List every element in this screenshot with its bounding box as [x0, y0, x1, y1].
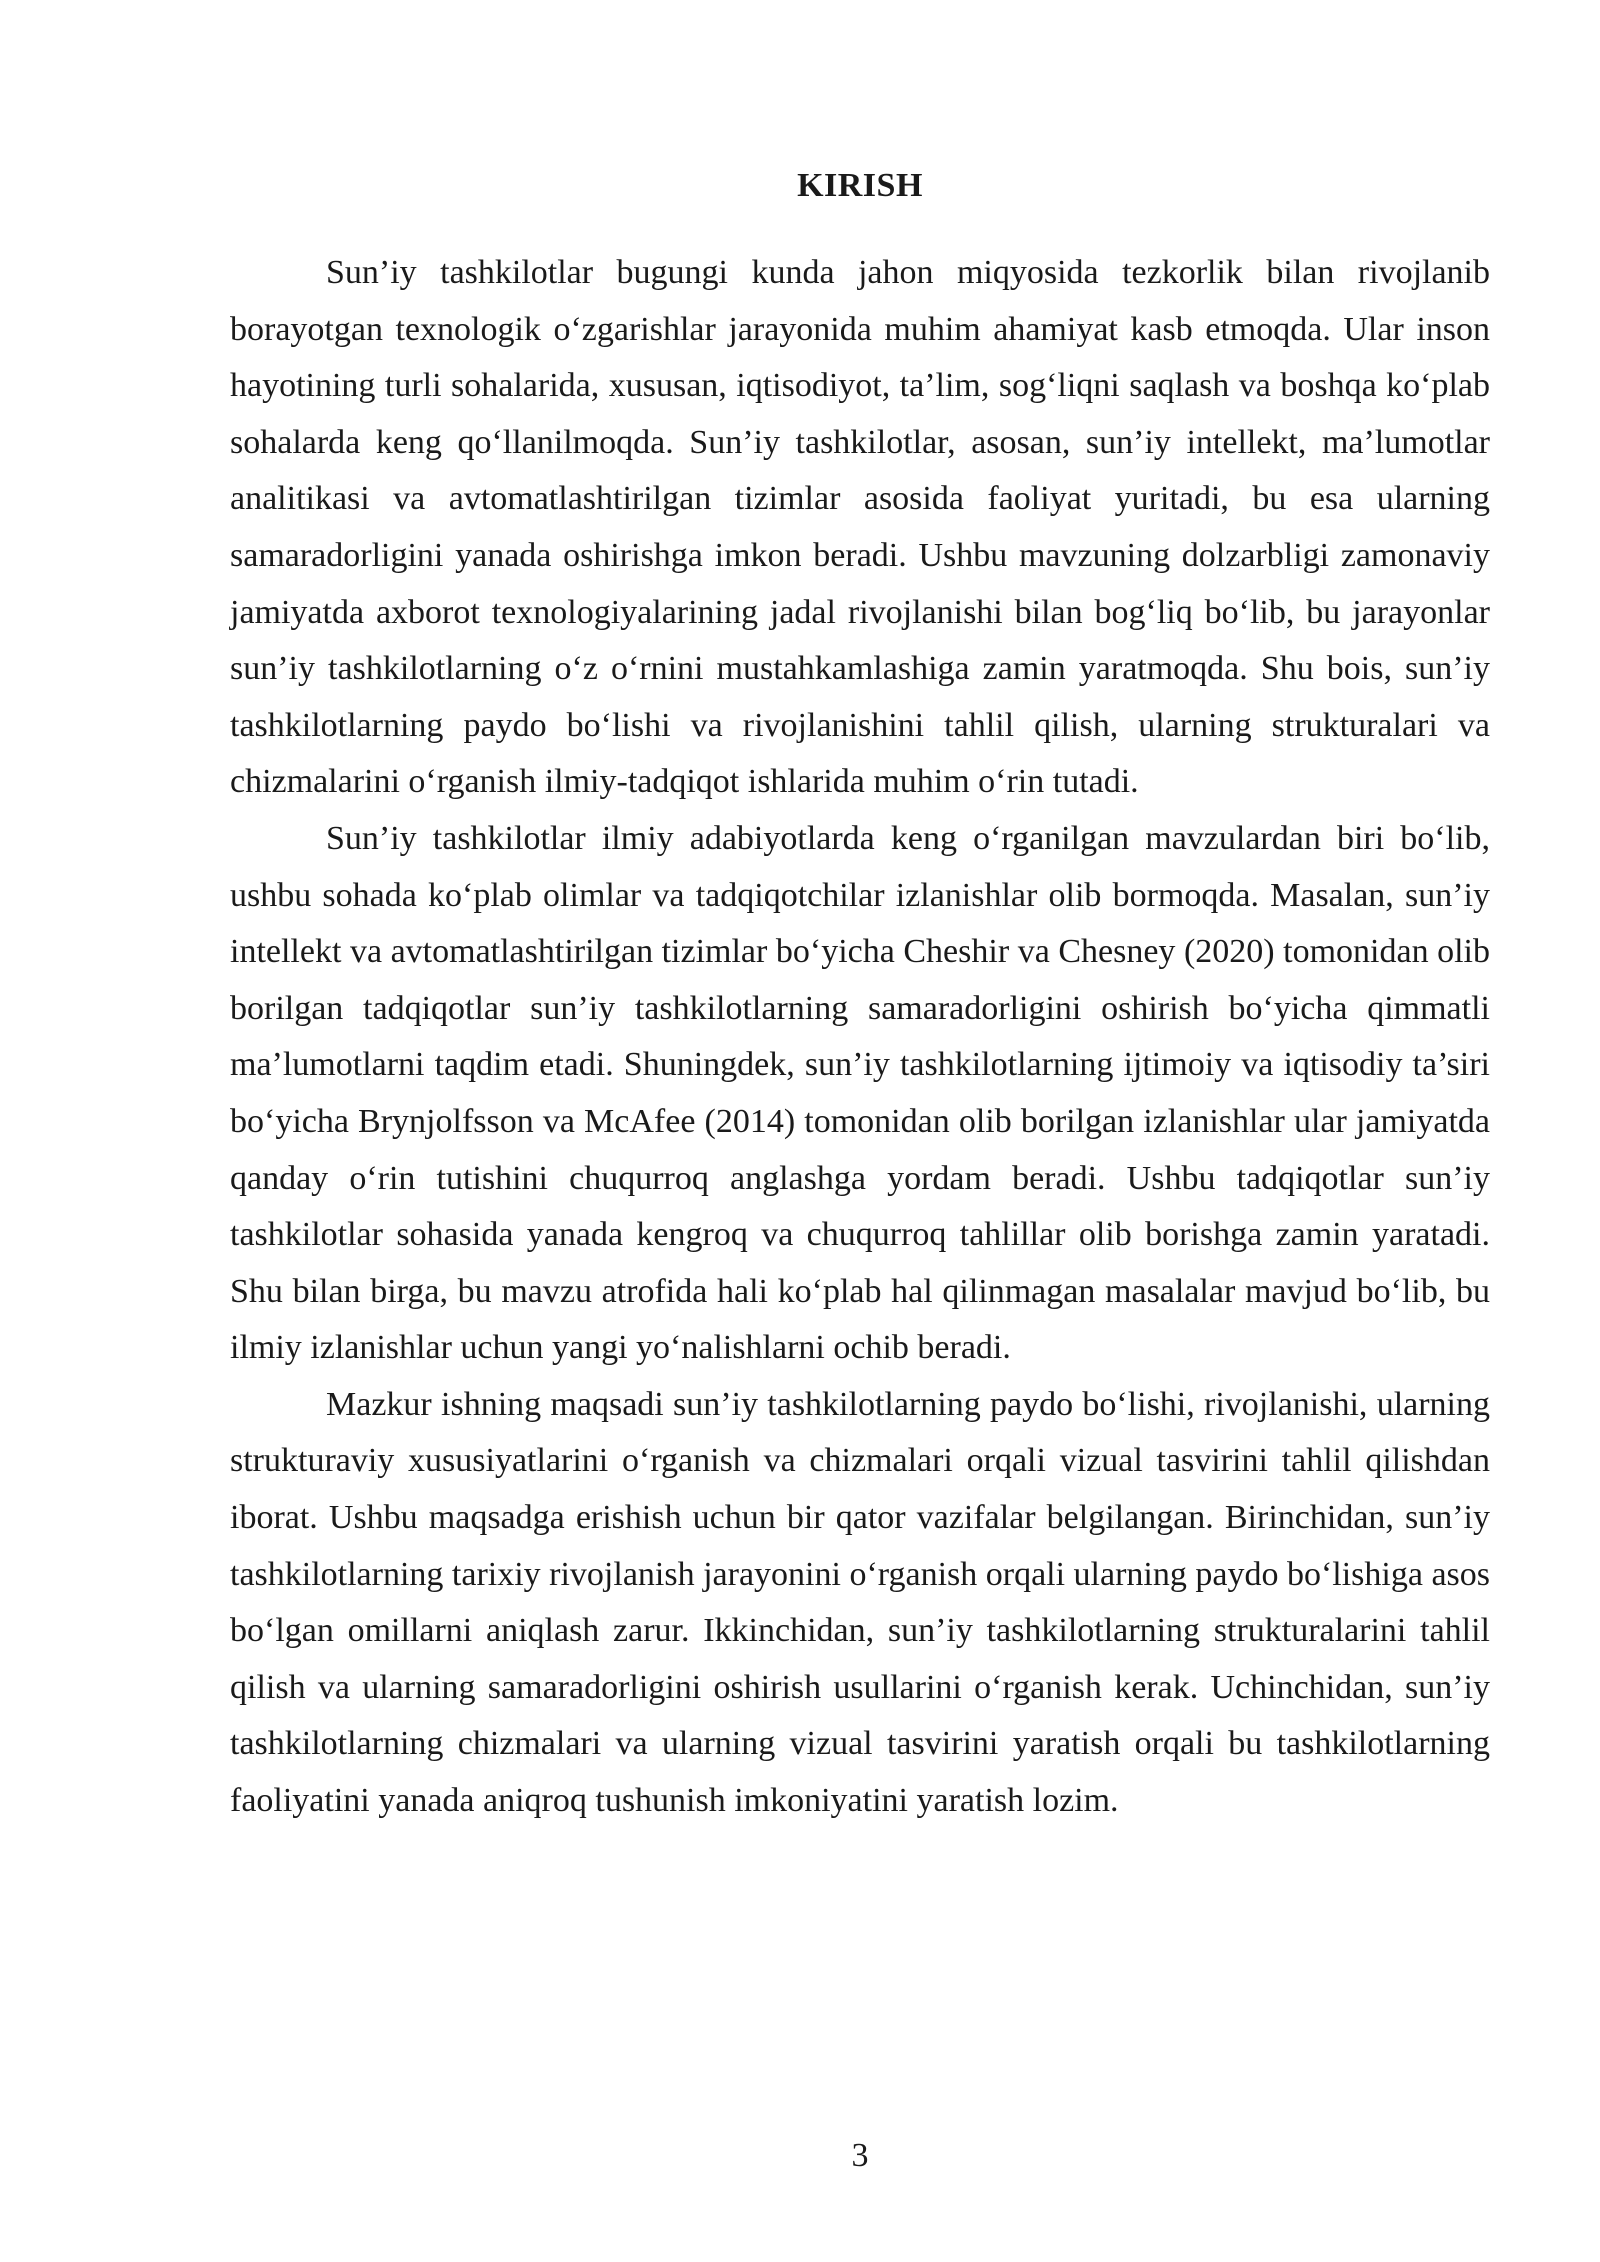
page-number: 3 — [851, 2137, 869, 2174]
paragraph-2: Sun’iy tashkilotlar ilmiy adabiyotlarda keng o‘rganilgan mavzulardan biri bo‘lib, ushbu sohada ko‘plab olimlar va tadqiqotchilar izlanishlar olib bormoqda. Masalan, sun’iy intellekt va avtomatlashtirilgan tizimlar bo‘yicha Cheshir va Chesney (2020) tomonidan olib borilgan tadqiqotlar sun’iy tashkilotlarning samaradorligini oshirish bo‘yicha qimmatli ma’lumotlarni taqdim etadi. Shuningdek, sun’iy tashkilotlarning ijtimoiy va iqtisodiy ta’siri bo‘yicha Brynjolfsson va McAfee (2014) tomonidan olib borilgan izlanishlar ular jamiyatda qanday o‘rin tutishini chuqurroq anglashga yordam beradi. Ushbu tadqiqotlar sun’iy tashkilotlar sohasida yanada kengroq va chuqurroq tahlillar olib borishga zamin yaratadi. Shu bilan birga, bu mavzu atrofida hali ko‘plab hal qilinmagan masalalar mavjud bo‘lib, bu ilmiy izlanishlar uchun yangi yo‘nalishlarni ochib beradi. — [230, 819, 1490, 1367]
body-text — [230, 245, 1490, 1830]
paragraph-3: Mazkur ishning maqsadi sun’iy tashkilotlarning paydo bo‘lishi, rivojlanishi, ularning strukturaviy xususiyatlarini o‘rganish va chizmalari orqali vizual tasvirini tahlil qilishdan iborat. Ushbu maqsadga erishish uchun bir qator vazifalar belgilangan. Birinchidan, sun’iy tashkilotlarning tarixiy rivojlanish jarayonini o‘rganish orqali ularning paydo bo‘lishiga asos bo‘lgan omillarni aniqlash zarur. Ikkinchidan, sun’iy tashkilotlarning strukturalarini tahlil qilish va ularning samaradorligini oshirish usullarini o‘rganish kerak. Uchinchidan, sun’iy tashkilotlarning chizmalari va ularning vizual tasvirini yaratish orqali bu tashkilotlarning faoliyatini yanada aniqroq tushunish imkoniyatini yaratish lozim. — [230, 1385, 1490, 1820]
page-title: KIRISH — [797, 167, 923, 204]
paragraph-1: Sun’iy tashkilotlar bugungi kunda jahon miqyosida tezkorlik bilan rivojlanib borayotgan texnologik o‘zgarishlar jarayonida muhim ahamiyat kasb etmoqda. Ular inson hayotining turli sohalarida, xususan, iqtisodiyot, ta’lim, sog‘liqni saqlash va boshqa ko‘plab sohalarda keng qo‘llanilmoqda. Sun’iy tashkilotlar, asosan, sun’iy intellekt, ma’lumotlar analitikasi va avtomatlashtirilgan tizimlar asosida faoliyat yuritadi, bu esa ularning samaradorligini yanada oshirishga imkon beradi. Ushbu mavzuning dolzarbligi zamonaviy jamiyatda axborot texnologiyalarining jadal rivojlanishi bilan bog‘liq bo‘lib, bu jarayonlar sun’iy tashkilotlarning o‘z o‘rnini mustahkamlashiga zamin yaratmoqda. Shu bois, sun’iy tashkilotlarning paydo bo‘lishi va rivojlanishini tahlil qilish, ularning strukturalari va chizmalarini o‘rganish ilmiy-tadqiqot ishlarida muhim o‘rin tutadi. — [230, 254, 1490, 801]
